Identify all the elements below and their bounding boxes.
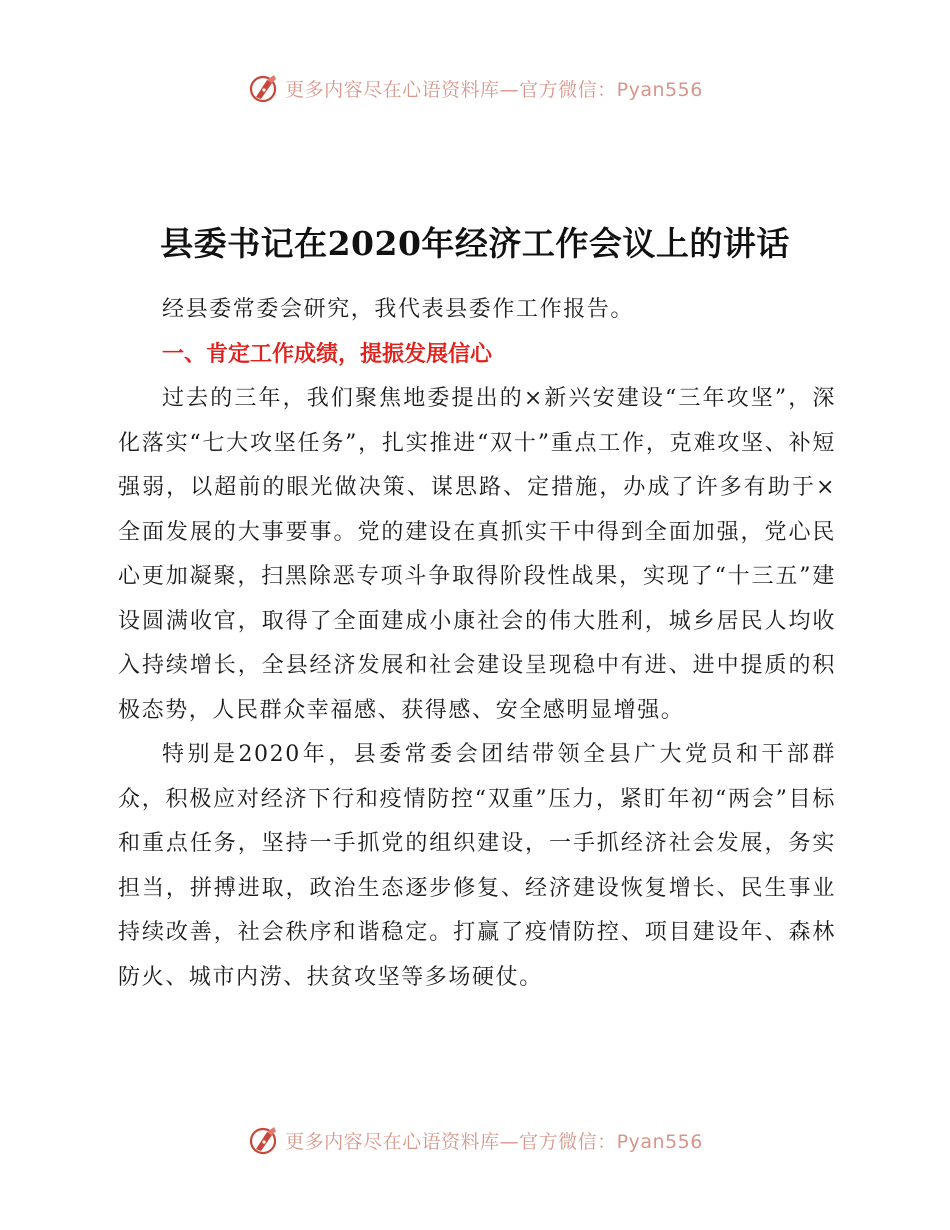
pen-nib-logo-icon	[247, 1123, 281, 1157]
pen-nib-logo-icon	[247, 71, 281, 105]
watermark-text: 更多内容尽在心语资料库—官方微信：Pyan556	[285, 78, 703, 101]
intro-paragraph: 经县委常委会研究，我代表县委作工作报告。	[162, 297, 635, 322]
document-body	[118, 288, 836, 1000]
watermark-text: 更多内容尽在心语资料库—官方微信：Pyan556	[285, 1130, 703, 1153]
document-title: 县委书记在2020年经济工作会议上的讲话	[160, 224, 790, 263]
body-paragraph: 过去的三年，我们聚焦地委提出的×新兴安建设“三年攻坚”，深化落实“七大攻坚任务”，扎实推进“双十”重点工作，克难攻坚、补短强弱，以超前的眼光做决策、谋思路、定措施，办成了许多有助于×全面发展的大事要事。党的建设在真抓实干中得到全面加强，党心民心更加凝聚，扫黑除恶专项斗争取得阶段性战果，实现了“十三五”建设圆满收官，取得了全面建成小康社会的伟大胜利，城乡居民人均收入持续增长，全县经济发展和社会建设呈现稳中有进、进中提质的积极态势，人民群众幸福感、获得感、安全感明显增强。	[118, 386, 836, 723]
section-heading: 一、肯定工作成绩，提振发展信心	[162, 341, 493, 367]
body-paragraph: 特别是2020年，县委常委会团结带领全县广大党员和干部群众，积极应对经济下行和疫情防控“双重”压力，紧盯年初“两会”目标和重点任务，坚持一手抓党的组织建设，一手抓经济社会发展，务实担当，拼搏进取，政治生态逐步修复、经济建设恢复增长、民生事业持续改善，社会秩序和谐稳定。打赢了疫情防控、项目建设年、森林防火、城市内涝、扶贫攻坚等多场硬仗。	[118, 742, 836, 990]
header-watermark	[0, 70, 950, 106]
footer-watermark	[0, 1122, 950, 1158]
